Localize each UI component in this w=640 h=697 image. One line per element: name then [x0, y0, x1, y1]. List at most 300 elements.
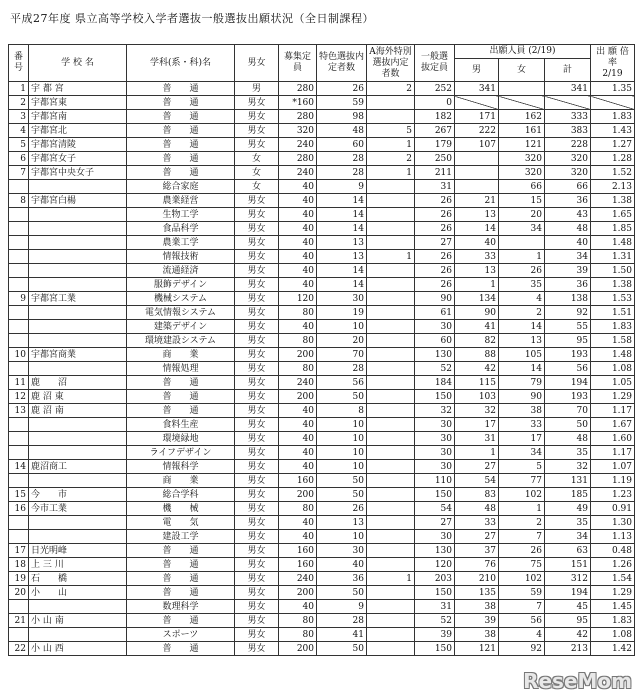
capacity: 200 [279, 488, 317, 502]
sex: 男女 [235, 418, 279, 432]
total-applicants: 312 [545, 572, 591, 586]
special-count: 26 [317, 502, 367, 516]
special-count: 48 [317, 124, 367, 138]
row-number: 18 [9, 558, 29, 572]
male-applicants: 38 [455, 628, 499, 642]
male-applicants: 115 [455, 376, 499, 390]
row-number [9, 278, 29, 292]
row-number: 15 [9, 488, 29, 502]
school-name [29, 306, 127, 320]
capacity: 280 [279, 110, 317, 124]
male-applicants: 90 [455, 306, 499, 320]
row-number: 16 [9, 502, 29, 516]
capacity: 160 [279, 544, 317, 558]
special-count: 59 [317, 96, 367, 110]
applications-table [8, 44, 635, 656]
school-name: 宇都宮東 [29, 96, 127, 110]
application-ratio: 1.43 [591, 124, 635, 138]
special-count: 50 [317, 488, 367, 502]
department: 普 通 [127, 110, 235, 124]
female-applicants [499, 236, 545, 250]
sex: 男女 [235, 502, 279, 516]
total-applicants: 35 [545, 516, 591, 530]
document-title: 平成27年度 県立高等学校入学者選抜一般選抜出願状況（全日制課程） [10, 12, 374, 25]
overseas-count [367, 376, 415, 390]
general-capacity: 267 [415, 124, 455, 138]
header-ratio-date: 2/19 [602, 68, 623, 79]
overseas-count [367, 432, 415, 446]
row-number [9, 320, 29, 334]
department: スポーツ [127, 628, 235, 642]
school-name: 宇都宮中央女子 [29, 166, 127, 180]
special-count: 28 [317, 614, 367, 628]
total-applicants: 66 [545, 180, 591, 194]
general-capacity: 52 [415, 614, 455, 628]
capacity: 240 [279, 166, 317, 180]
department: 建築デザイン [127, 320, 235, 334]
overseas-count [367, 558, 415, 572]
table-row [9, 236, 635, 250]
general-capacity: 150 [415, 390, 455, 404]
special-count: 98 [317, 110, 367, 124]
capacity: 280 [279, 152, 317, 166]
department: 総合家庭 [127, 180, 235, 194]
total-applicants: 92 [545, 306, 591, 320]
department: 数理科学 [127, 600, 235, 614]
table-row [9, 558, 635, 572]
male-applicants: 40 [455, 236, 499, 250]
department: 普 通 [127, 572, 235, 586]
department: 農業経営 [127, 194, 235, 208]
male-applicants: 38 [455, 600, 499, 614]
school-name: 日光明峰 [29, 544, 127, 558]
school-name [29, 250, 127, 264]
row-number: 12 [9, 390, 29, 404]
general-capacity: 130 [415, 348, 455, 362]
general-capacity: 26 [415, 194, 455, 208]
special-count: 28 [317, 362, 367, 376]
overseas-count [367, 628, 415, 642]
department: 総合学科 [127, 488, 235, 502]
capacity: 120 [279, 292, 317, 306]
row-number: 21 [9, 614, 29, 628]
row-number [9, 474, 29, 488]
department: 普 通 [127, 404, 235, 418]
special-count: 50 [317, 586, 367, 600]
female-applicants: 92 [499, 642, 545, 656]
school-name [29, 418, 127, 432]
male-applicants: 48 [455, 502, 499, 516]
department: 普 通 [127, 96, 235, 110]
overseas-count: 2 [367, 152, 415, 166]
table-row [9, 446, 635, 460]
total-applicants: 131 [545, 474, 591, 488]
header-ratio-label: 出 願 倍 率 [596, 46, 629, 68]
school-name [29, 222, 127, 236]
male-applicants: 135 [455, 586, 499, 600]
special-count: 13 [317, 236, 367, 250]
overseas-count [367, 474, 415, 488]
male-applicants: 121 [455, 642, 499, 656]
capacity: 80 [279, 614, 317, 628]
school-name [29, 264, 127, 278]
capacity: 80 [279, 628, 317, 642]
general-capacity: 60 [415, 334, 455, 348]
department: 環境建設システム [127, 334, 235, 348]
application-ratio: 1.48 [591, 348, 635, 362]
total-applicants: 40 [545, 236, 591, 250]
special-count: 14 [317, 194, 367, 208]
male-applicants: 1 [455, 278, 499, 292]
sex: 女 [235, 152, 279, 166]
female-applicants: 90 [499, 390, 545, 404]
special-count: 13 [317, 250, 367, 264]
row-number: 14 [9, 460, 29, 474]
header-special: 特色選抜内定者数 [317, 45, 367, 82]
general-capacity: 120 [415, 558, 455, 572]
male-applicants: 27 [455, 530, 499, 544]
sex: 男女 [235, 572, 279, 586]
table-row [9, 194, 635, 208]
capacity: 280 [279, 82, 317, 96]
total-applicants [545, 96, 591, 110]
row-number [9, 432, 29, 446]
row-number [9, 180, 29, 194]
department: 機 械 [127, 502, 235, 516]
female-applicants: 79 [499, 376, 545, 390]
department: 食料生産 [127, 418, 235, 432]
special-count: 9 [317, 180, 367, 194]
department: 普 通 [127, 82, 235, 96]
header-male: 男 [455, 59, 499, 82]
school-name: 小 山 南 [29, 614, 127, 628]
row-number: 5 [9, 138, 29, 152]
female-applicants: 59 [499, 586, 545, 600]
application-ratio: 1.13 [591, 530, 635, 544]
female-applicants: 75 [499, 558, 545, 572]
overseas-count [367, 544, 415, 558]
table-row [9, 474, 635, 488]
general-capacity: 27 [415, 516, 455, 530]
department: 電気情報システム [127, 306, 235, 320]
department: 普 通 [127, 642, 235, 656]
table-row [9, 586, 635, 600]
application-ratio: 1.52 [591, 166, 635, 180]
table-row [9, 278, 635, 292]
department: 商 業 [127, 348, 235, 362]
special-count: 10 [317, 320, 367, 334]
header-applicants: 出願人員 (2/19) [455, 45, 591, 59]
overseas-count [367, 264, 415, 278]
general-capacity: 39 [415, 628, 455, 642]
sex: 男女 [235, 138, 279, 152]
female-applicants: 14 [499, 362, 545, 376]
capacity: 80 [279, 306, 317, 320]
application-ratio: 0.48 [591, 544, 635, 558]
row-number: 19 [9, 572, 29, 586]
department: 農業工学 [127, 236, 235, 250]
general-capacity: 26 [415, 222, 455, 236]
application-ratio: 1.83 [591, 614, 635, 628]
application-ratio: 1.29 [591, 586, 635, 600]
overseas-count [367, 418, 415, 432]
row-number [9, 628, 29, 642]
school-name [29, 278, 127, 292]
general-capacity: 203 [415, 572, 455, 586]
sex: 男女 [235, 250, 279, 264]
general-capacity: 182 [415, 110, 455, 124]
application-ratio: 1.23 [591, 488, 635, 502]
male-applicants: 13 [455, 264, 499, 278]
row-number [9, 236, 29, 250]
special-count: 30 [317, 292, 367, 306]
table-row [9, 334, 635, 348]
sex: 男女 [235, 530, 279, 544]
female-applicants: 77 [499, 474, 545, 488]
total-applicants: 194 [545, 586, 591, 600]
general-capacity: 150 [415, 586, 455, 600]
sex: 男女 [235, 488, 279, 502]
special-count: 50 [317, 474, 367, 488]
male-applicants [455, 180, 499, 194]
general-capacity: 0 [415, 96, 455, 110]
application-ratio: 1.38 [591, 194, 635, 208]
table-header [9, 45, 635, 82]
department: 普 通 [127, 124, 235, 138]
total-applicants: 213 [545, 642, 591, 656]
sex: 男女 [235, 376, 279, 390]
row-number: 6 [9, 152, 29, 166]
row-number: 8 [9, 194, 29, 208]
capacity: 320 [279, 124, 317, 138]
overseas-count [367, 194, 415, 208]
school-name [29, 600, 127, 614]
school-name: 鹿沼商工 [29, 460, 127, 474]
female-applicants: 7 [499, 600, 545, 614]
male-applicants: 14 [455, 222, 499, 236]
application-ratio: 1.17 [591, 446, 635, 460]
overseas-count: 1 [367, 138, 415, 152]
overseas-count [367, 306, 415, 320]
header-no: 番号 [9, 45, 29, 82]
male-applicants: 103 [455, 390, 499, 404]
male-applicants: 33 [455, 516, 499, 530]
special-count: 19 [317, 306, 367, 320]
total-applicants: 55 [545, 320, 591, 334]
capacity: 40 [279, 194, 317, 208]
school-name: 鹿 沼 東 [29, 390, 127, 404]
total-applicants: 39 [545, 264, 591, 278]
row-number [9, 250, 29, 264]
female-applicants: 38 [499, 404, 545, 418]
special-count: 40 [317, 558, 367, 572]
table-row [9, 124, 635, 138]
capacity: 40 [279, 446, 317, 460]
table-row [9, 460, 635, 474]
table-row [9, 418, 635, 432]
male-applicants: 27 [455, 460, 499, 474]
overseas-count [367, 362, 415, 376]
row-number [9, 222, 29, 236]
table-row [9, 642, 635, 656]
table-row [9, 544, 635, 558]
general-capacity: 110 [415, 474, 455, 488]
male-applicants: 37 [455, 544, 499, 558]
special-count: 41 [317, 628, 367, 642]
overseas-count [367, 488, 415, 502]
special-count: 10 [317, 418, 367, 432]
capacity: 40 [279, 264, 317, 278]
sex: 男女 [235, 432, 279, 446]
row-number: 20 [9, 586, 29, 600]
table-row [9, 516, 635, 530]
table-row [9, 614, 635, 628]
department: 普 通 [127, 558, 235, 572]
male-applicants [455, 152, 499, 166]
department: 普 通 [127, 586, 235, 600]
application-ratio: 0.91 [591, 502, 635, 516]
sex: 男女 [235, 558, 279, 572]
total-applicants: 320 [545, 166, 591, 180]
female-applicants: 102 [499, 488, 545, 502]
sex: 男女 [235, 292, 279, 306]
general-capacity: 52 [415, 362, 455, 376]
general-capacity: 26 [415, 250, 455, 264]
total-applicants: 42 [545, 628, 591, 642]
total-applicants: 138 [545, 292, 591, 306]
female-applicants: 15 [499, 194, 545, 208]
female-applicants: 161 [499, 124, 545, 138]
male-applicants: 1 [455, 446, 499, 460]
application-ratio: 1.67 [591, 418, 635, 432]
overseas-count [367, 516, 415, 530]
male-applicants [455, 166, 499, 180]
female-applicants [499, 96, 545, 110]
capacity: 40 [279, 320, 317, 334]
capacity: 40 [279, 530, 317, 544]
school-name: 石 橋 [29, 572, 127, 586]
application-ratio: 1.53 [591, 292, 635, 306]
special-count: 14 [317, 222, 367, 236]
total-applicants: 48 [545, 432, 591, 446]
row-number [9, 600, 29, 614]
school-name: 宇都宮清陵 [29, 138, 127, 152]
capacity: 80 [279, 502, 317, 516]
overseas-count [367, 600, 415, 614]
sex: 男女 [235, 446, 279, 460]
special-count: 28 [317, 166, 367, 180]
sex: 男女 [235, 124, 279, 138]
sex: 男女 [235, 614, 279, 628]
table-row [9, 376, 635, 390]
department: 普 通 [127, 152, 235, 166]
department: 情報処理 [127, 362, 235, 376]
row-number: 3 [9, 110, 29, 124]
total-applicants: 36 [545, 194, 591, 208]
school-name: 小 山 [29, 586, 127, 600]
total-applicants: 70 [545, 404, 591, 418]
table-row [9, 152, 635, 166]
department: 普 通 [127, 138, 235, 152]
school-name [29, 208, 127, 222]
table-row [9, 600, 635, 614]
header-school: 学 校 名 [29, 45, 127, 82]
overseas-count [367, 292, 415, 306]
total-applicants: 43 [545, 208, 591, 222]
row-number: 1 [9, 82, 29, 96]
male-applicants: 76 [455, 558, 499, 572]
row-number: 7 [9, 166, 29, 180]
capacity: 80 [279, 362, 317, 376]
male-applicants: 222 [455, 124, 499, 138]
female-applicants: 4 [499, 628, 545, 642]
overseas-count [367, 334, 415, 348]
row-number [9, 208, 29, 222]
row-number: 9 [9, 292, 29, 306]
special-count: 30 [317, 544, 367, 558]
application-ratio: 1.35 [591, 82, 635, 96]
male-applicants [455, 96, 499, 110]
application-ratio: 1.45 [591, 600, 635, 614]
application-ratio: 1.05 [591, 376, 635, 390]
application-ratio: 1.38 [591, 278, 635, 292]
total-applicants: 383 [545, 124, 591, 138]
overseas-count: 1 [367, 250, 415, 264]
school-name: 鹿 沼 [29, 376, 127, 390]
header-total: 計 [545, 59, 591, 82]
total-applicants: 34 [545, 250, 591, 264]
row-number [9, 306, 29, 320]
total-applicants: 185 [545, 488, 591, 502]
application-ratio: 1.26 [591, 558, 635, 572]
special-count: 10 [317, 432, 367, 446]
total-applicants: 48 [545, 222, 591, 236]
male-applicants: 134 [455, 292, 499, 306]
female-applicants: 162 [499, 110, 545, 124]
capacity: 40 [279, 250, 317, 264]
overseas-count: 1 [367, 166, 415, 180]
capacity: 160 [279, 558, 317, 572]
table-row [9, 362, 635, 376]
department: 環境緑地 [127, 432, 235, 446]
female-applicants: 7 [499, 530, 545, 544]
sex: 男女 [235, 628, 279, 642]
special-count: 10 [317, 446, 367, 460]
school-name [29, 320, 127, 334]
special-count: 13 [317, 516, 367, 530]
overseas-count [367, 530, 415, 544]
female-applicants: 33 [499, 418, 545, 432]
row-number [9, 264, 29, 278]
sex: 男女 [235, 222, 279, 236]
total-applicants: 95 [545, 334, 591, 348]
general-capacity: 184 [415, 376, 455, 390]
department: 電 気 [127, 516, 235, 530]
school-name: 宇都宮北 [29, 124, 127, 138]
special-count: 14 [317, 278, 367, 292]
department: ライフデザイン [127, 446, 235, 460]
overseas-count: 2 [367, 82, 415, 96]
general-capacity: 27 [415, 236, 455, 250]
female-applicants: 121 [499, 138, 545, 152]
application-ratio: 1.28 [591, 152, 635, 166]
male-applicants: 171 [455, 110, 499, 124]
table-row [9, 530, 635, 544]
row-number: 17 [9, 544, 29, 558]
overseas-count [367, 208, 415, 222]
capacity: 200 [279, 642, 317, 656]
sex: 男女 [235, 348, 279, 362]
